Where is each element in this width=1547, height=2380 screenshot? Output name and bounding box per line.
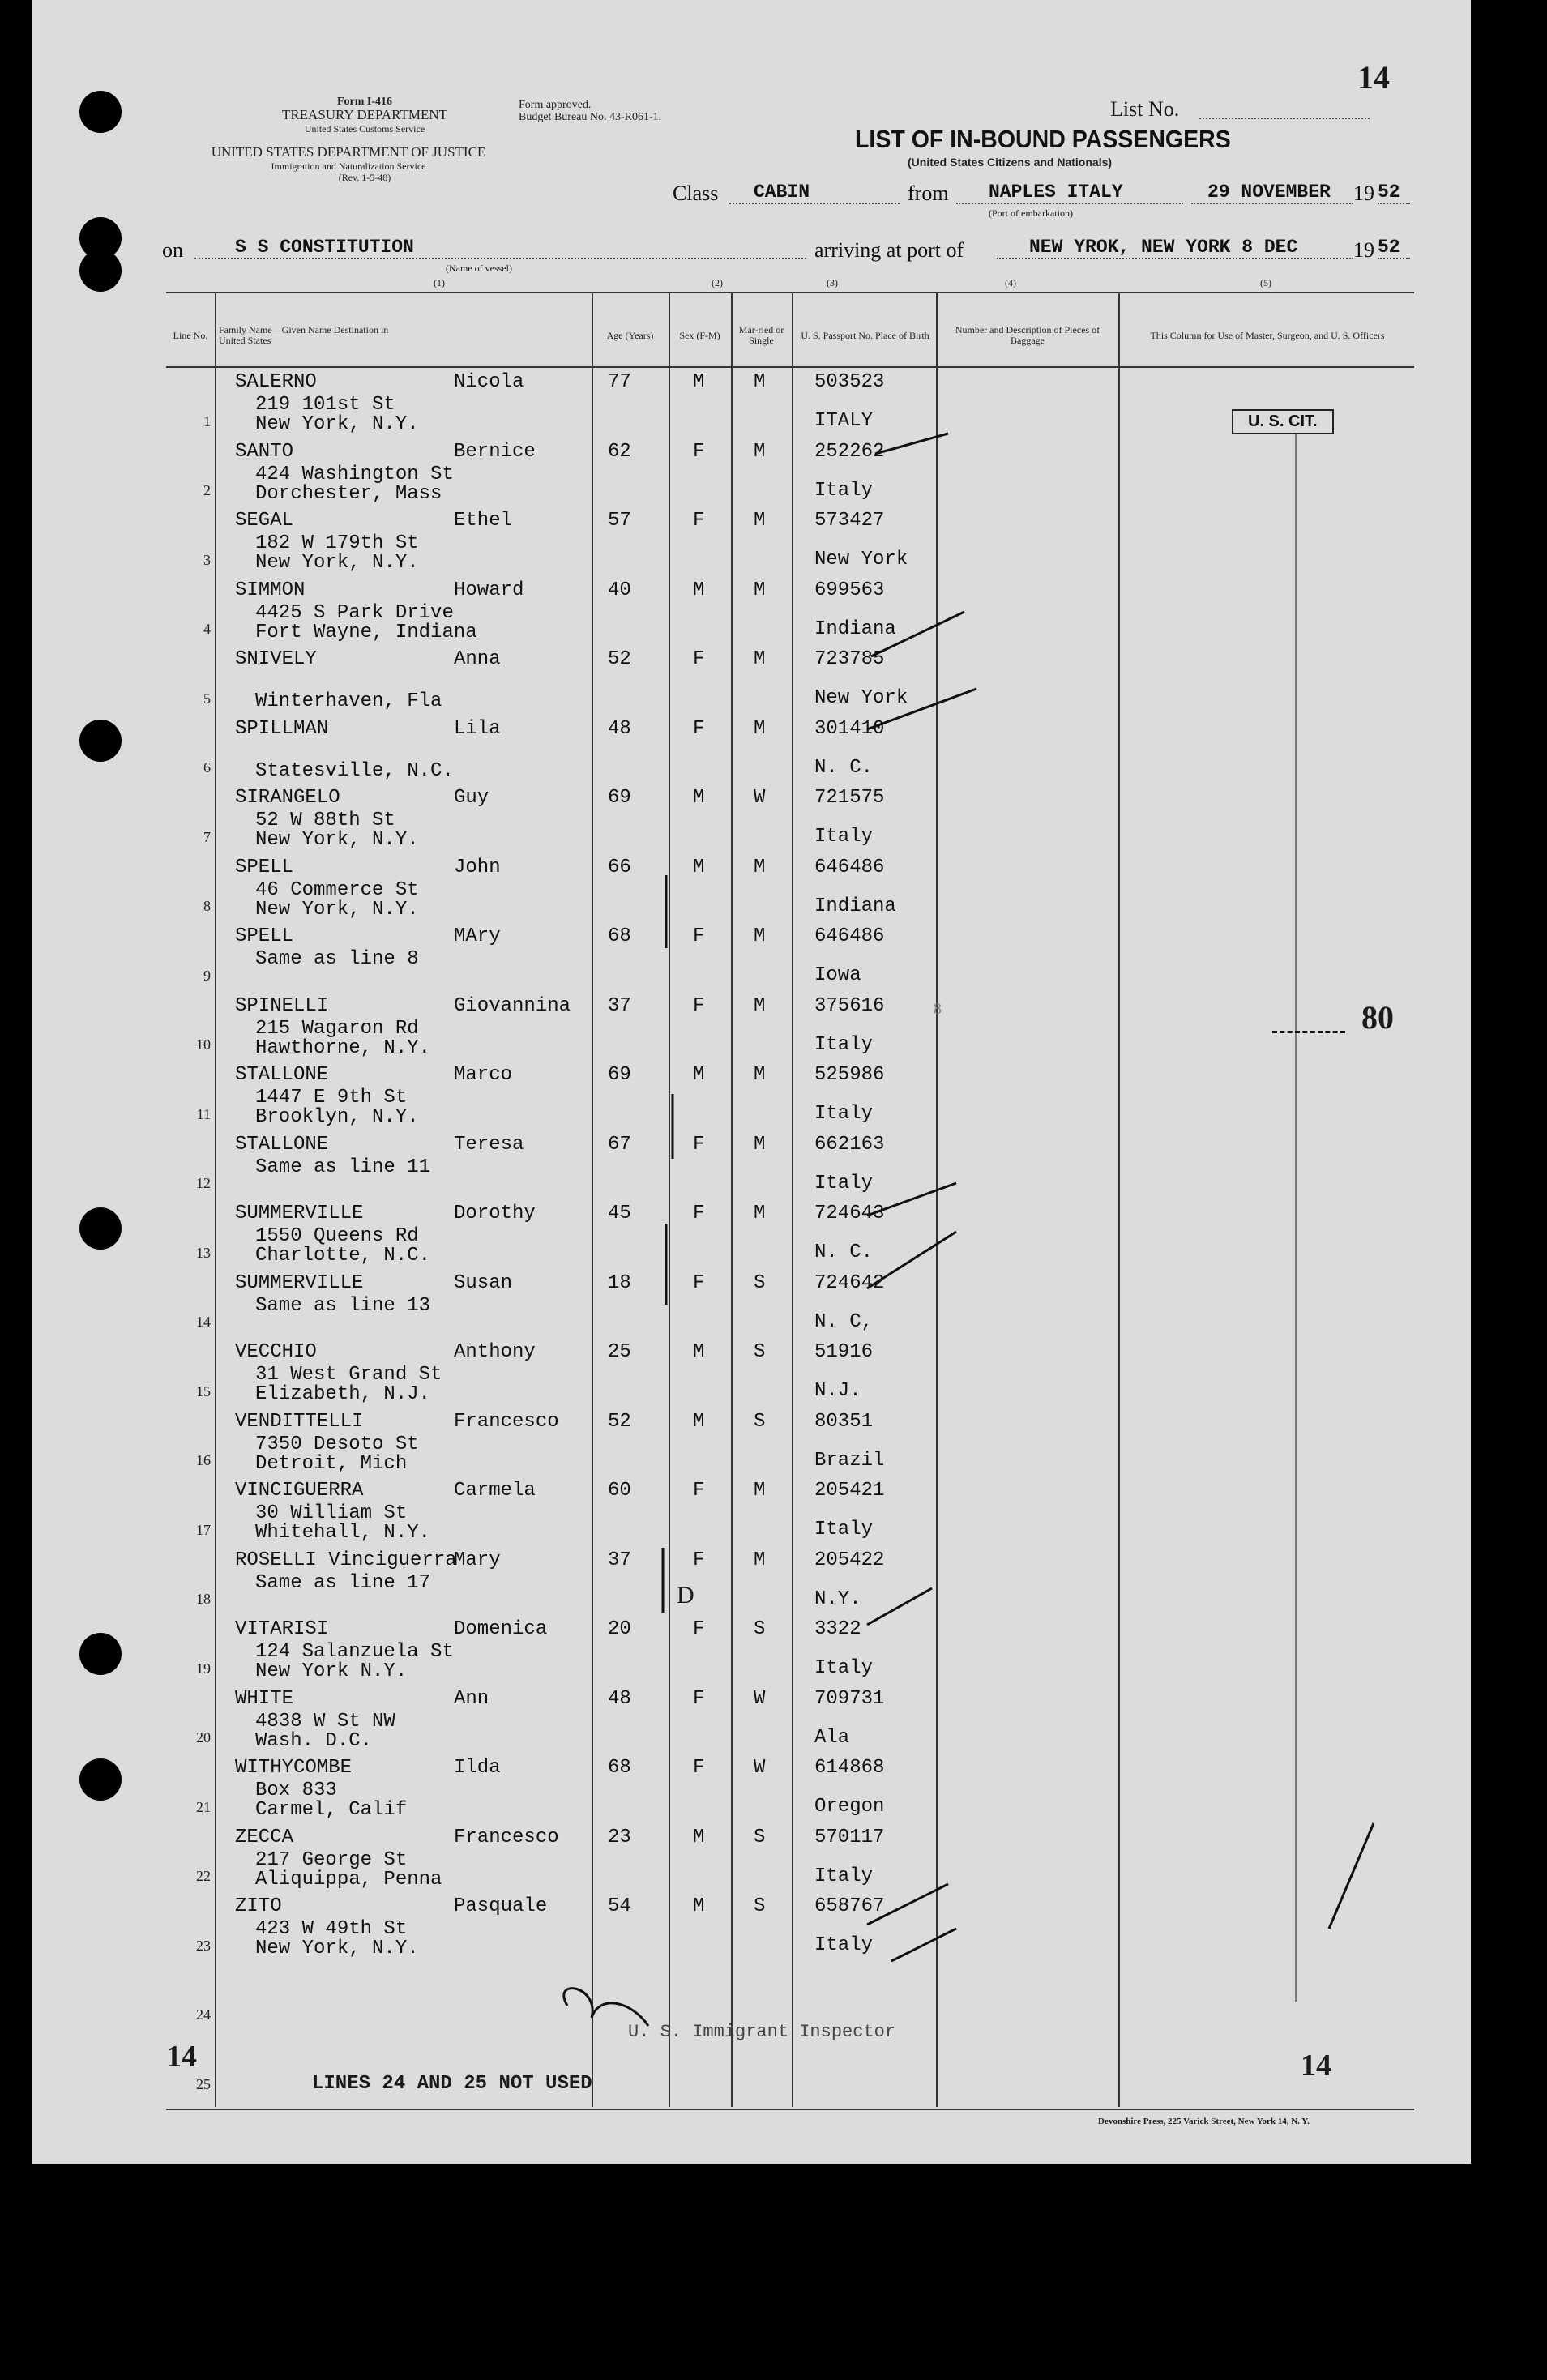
- place-of-birth: N.J.: [814, 1380, 861, 1402]
- marital-status: S: [754, 1895, 766, 1917]
- sex: F: [693, 1271, 705, 1294]
- sex: F: [693, 510, 705, 532]
- address-line-2: Aliquippa, Penna: [255, 1868, 442, 1891]
- line-number: 18: [196, 1591, 211, 1607]
- passport-number: 721575: [814, 787, 885, 809]
- address-line-2: Detroit, Mich: [255, 1452, 408, 1475]
- place-of-birth: N. C,: [814, 1310, 874, 1333]
- col-header-line: Line No.: [173, 329, 208, 341]
- date-year: 52: [1378, 182, 1410, 204]
- col-header-name: Family Name—Given Name Destination in United States: [219, 324, 389, 346]
- address-line-1: 1447 E 9th St: [255, 1087, 408, 1109]
- sex: M: [693, 1895, 705, 1917]
- arriving-label: arriving at port of: [814, 238, 964, 262]
- arrival-year: 52: [1378, 237, 1410, 259]
- date-value: 29 NOVEMBER: [1191, 182, 1353, 204]
- revision: (Rev. 1-5-48): [338, 172, 391, 183]
- address-line-1: 4838 W St NW: [255, 1710, 395, 1733]
- address-line-2: New York, N.Y.: [255, 552, 419, 574]
- passport-number: 252262: [814, 440, 885, 463]
- age: 52: [608, 648, 631, 670]
- col-num-3: (3): [827, 277, 838, 288]
- customs-service: United States Customs Service: [304, 123, 425, 135]
- family-name: VENDITTELLI: [235, 1410, 364, 1433]
- age: 37: [608, 1549, 631, 1571]
- sex: F: [693, 1549, 705, 1571]
- passport-number: 573427: [814, 510, 885, 532]
- sex: F: [693, 717, 705, 740]
- printer-credit: Devonshire Press, 225 Varick Street, New York 14, N. Y.: [1098, 2117, 1310, 2126]
- form-approved: Form approved.: [519, 99, 592, 111]
- place-of-birth: Brazil: [814, 1449, 885, 1472]
- line-number: 11: [196, 1105, 211, 1122]
- marital-status: M: [754, 1480, 766, 1502]
- marital-status: M: [754, 648, 766, 670]
- pencil-mark-d: D: [677, 1582, 694, 1609]
- age: 48: [608, 717, 631, 740]
- age: 66: [608, 856, 631, 878]
- lines-not-used: LINES 24 AND 25 NOT USED: [312, 2073, 592, 2095]
- marital-status: M: [754, 371, 766, 393]
- marital-status: S: [754, 1826, 766, 1848]
- place-of-birth: Iowa: [814, 964, 861, 986]
- line-number: 21: [196, 1798, 211, 1815]
- sex: M: [693, 1826, 705, 1848]
- passport-number: 646486: [814, 925, 885, 947]
- line-number: 19: [196, 1660, 211, 1677]
- marital-status: S: [754, 1410, 766, 1433]
- line-number: 13: [196, 1244, 211, 1261]
- address-line-1: 30 William St: [255, 1502, 408, 1524]
- line-number: 5: [203, 690, 211, 707]
- given-name: John: [454, 856, 501, 878]
- passport-number: 699563: [814, 579, 885, 601]
- given-name: Susan: [454, 1271, 513, 1294]
- passport-number: 662163: [814, 1133, 885, 1156]
- age: 45: [608, 1203, 631, 1224]
- col-header-passport: U. S. Passport No. Place of Birth: [801, 329, 929, 341]
- age: 68: [608, 1757, 631, 1779]
- address-line-2: Hawthorne, N.Y.: [255, 1036, 431, 1059]
- list-no-label: List No.: [1110, 97, 1180, 121]
- sex: F: [693, 925, 705, 947]
- given-name: Ann: [454, 1687, 489, 1710]
- pencil-mark-8: 8: [934, 1000, 942, 1018]
- age: 69: [608, 1064, 631, 1086]
- marital-status: M: [754, 717, 766, 740]
- address-line-2: New York, N.Y.: [255, 413, 419, 435]
- given-name: Anthony: [454, 1341, 536, 1363]
- line-number: 16: [196, 1452, 211, 1468]
- place-of-birth: N. C.: [814, 756, 874, 779]
- port-caption: (Port of embarkation): [989, 207, 1073, 219]
- family-name: VINCIGUERRA: [235, 1480, 364, 1502]
- place-of-birth: Italy: [814, 826, 874, 848]
- ins-service: Immigration and Naturalization Service: [271, 160, 426, 172]
- address-line-2: Fort Wayne, Indiana: [255, 621, 477, 643]
- list-no-value: 14: [1357, 59, 1390, 96]
- line-number: 25: [196, 2075, 211, 2092]
- given-name: Howard: [454, 579, 524, 601]
- family-name: SPELL: [235, 925, 294, 947]
- address-line-1: 182 W 179th St: [255, 532, 419, 554]
- sex: M: [693, 1064, 705, 1086]
- sex: F: [693, 1687, 705, 1710]
- address-line-1: 219 101st St: [255, 394, 395, 416]
- address-line-2: Charlotte, N.C.: [255, 1245, 431, 1267]
- col-header-officers: This Column for Use of Master, Surgeon, and U. S. Officers: [1150, 329, 1385, 341]
- marital-status: M: [754, 925, 766, 947]
- passport-number: 570117: [814, 1826, 885, 1848]
- age: 54: [608, 1895, 631, 1917]
- sex: F: [693, 1133, 705, 1156]
- address-line-1: 46 Commerce St: [255, 878, 419, 901]
- family-name: SUMMERVILLE: [235, 1203, 364, 1224]
- from-label: from: [908, 182, 949, 205]
- age: 37: [608, 994, 631, 1017]
- address-line-1: 424 Washington St: [255, 463, 454, 485]
- address-line-2: Brooklyn, N.Y.: [255, 1106, 419, 1128]
- line-number: 7: [203, 828, 211, 845]
- line-number: 12: [196, 1175, 211, 1191]
- place-of-birth: Oregon: [814, 1796, 885, 1818]
- place-of-birth: Indiana: [814, 617, 896, 640]
- place-of-birth: New York: [814, 687, 908, 709]
- address-line-1: 52 W 88th St: [255, 810, 395, 831]
- marital-status: W: [754, 1687, 766, 1710]
- marital-status: S: [754, 1271, 766, 1294]
- place-of-birth: N. C.: [814, 1241, 874, 1263]
- sex: F: [693, 440, 705, 463]
- passport-number: 80351: [814, 1410, 874, 1433]
- line-number: 17: [196, 1521, 211, 1538]
- sex: F: [693, 994, 705, 1017]
- passport-number: 205421: [814, 1480, 885, 1502]
- line-number: 14: [196, 1314, 211, 1330]
- age: 77: [608, 371, 631, 393]
- age: 52: [608, 1410, 631, 1433]
- form-id: Form I-416: [336, 96, 393, 108]
- marital-status: M: [754, 1549, 766, 1571]
- line-number: 10: [196, 1036, 211, 1053]
- given-name: Francesco: [454, 1410, 559, 1433]
- address-line-1: Same as line 17: [255, 1571, 431, 1594]
- count-80: 80: [1361, 999, 1394, 1036]
- marital-status: M: [754, 1133, 766, 1156]
- class-label: Class: [673, 182, 719, 205]
- marital-status: M: [754, 1064, 766, 1086]
- place-of-birth: Italy: [814, 1172, 874, 1194]
- place-of-birth: Ala: [814, 1726, 850, 1749]
- sex: M: [693, 371, 705, 393]
- given-name: MAry: [454, 925, 501, 947]
- address-line-1: Same as line 11: [255, 1156, 431, 1178]
- sex: M: [693, 787, 705, 809]
- family-name: SPILLMAN: [235, 717, 329, 740]
- place-of-birth: Italy: [814, 1033, 874, 1056]
- age: 57: [608, 510, 631, 532]
- address-line-2: Wash. D.C.: [255, 1729, 373, 1752]
- given-name: Ilda: [454, 1757, 501, 1779]
- age: 18: [608, 1271, 631, 1294]
- line-number: 15: [196, 1382, 211, 1399]
- address-line-1: 217 George St: [255, 1848, 408, 1871]
- line-number: 23: [196, 1937, 211, 1954]
- address-line-1: 124 Salanzuela St: [255, 1641, 454, 1663]
- address-line-2: New York, N.Y.: [255, 898, 419, 921]
- given-name: Pasquale: [454, 1895, 548, 1917]
- passport-number: 724642: [814, 1271, 885, 1294]
- line-number: 24: [196, 2006, 211, 2023]
- col-num-2: (2): [712, 277, 723, 288]
- line-number: 22: [196, 1868, 211, 1884]
- given-name: Lila: [454, 717, 501, 740]
- passport-number: 724643: [814, 1203, 885, 1224]
- address-line-1: 423 W 49th St: [255, 1918, 408, 1940]
- marital-status: M: [754, 856, 766, 878]
- given-name: Domenica: [454, 1618, 548, 1640]
- address-line-2: New York, N.Y.: [255, 1938, 419, 1959]
- address-line-1: 31 West Grand St: [255, 1364, 442, 1386]
- vessel-caption: (Name of vessel): [446, 263, 512, 274]
- address-line-2: New York, N.Y.: [255, 829, 419, 851]
- place-of-birth: Italy: [814, 1519, 874, 1540]
- family-name: SANTO: [235, 440, 294, 463]
- marital-status: M: [754, 440, 766, 463]
- family-name: SALERNO: [235, 371, 317, 393]
- passport-number: 723785: [814, 648, 885, 670]
- vessel-value: S S CONSTITUTION: [194, 237, 806, 259]
- family-name: SIRANGELO: [235, 787, 340, 809]
- passport-number: 205422: [814, 1549, 885, 1571]
- given-name: Nicola: [454, 371, 524, 393]
- inspector-signature-line: U. S. Immigrant Inspector: [628, 2022, 896, 2042]
- place-of-birth: N.Y.: [814, 1587, 861, 1610]
- address-line-2: Statesville, N.C.: [255, 759, 454, 782]
- given-name: Guy: [454, 787, 489, 809]
- marital-status: W: [754, 787, 766, 809]
- list-subtitle: (United States Citizens and Nationals): [908, 156, 1113, 169]
- address-line-2: Winterhaven, Fla: [255, 690, 442, 712]
- on-label: on: [162, 238, 183, 262]
- col-header-married: Mar-ried or Single: [738, 324, 784, 346]
- address-line-2: Whitehall, N.Y.: [255, 1522, 431, 1544]
- address-line-1: 215 Wagaron Rd: [255, 1017, 419, 1040]
- line-number: 3: [203, 551, 211, 568]
- age: 48: [608, 1687, 631, 1710]
- line-number: 1: [203, 412, 211, 429]
- col-num-4: (4): [1005, 277, 1016, 288]
- address-line-2: Elizabeth, N.J.: [255, 1383, 431, 1405]
- place-of-birth: Indiana: [814, 895, 896, 917]
- marital-status: M: [754, 510, 766, 532]
- place-of-birth: Italy: [814, 479, 874, 502]
- family-name: SEGAL: [235, 510, 294, 532]
- marital-status: S: [754, 1618, 766, 1640]
- age: 68: [608, 925, 631, 947]
- given-name: Anna: [454, 648, 501, 670]
- address-line-1: 4425 S Park Drive: [255, 601, 454, 624]
- family-name: SPELL: [235, 856, 294, 878]
- address-line-1: Box 833: [255, 1780, 337, 1801]
- page-number-right: 14: [1301, 2049, 1331, 2083]
- tick-marks: [32, 0, 1471, 2164]
- address-line-1: Same as line 13: [255, 1294, 431, 1317]
- family-name: WITHYCOMBE: [235, 1757, 353, 1779]
- age: 67: [608, 1133, 631, 1156]
- sex: F: [693, 1203, 705, 1224]
- family-name: VECCHIO: [235, 1341, 317, 1363]
- marital-status: M: [754, 579, 766, 601]
- line-number: 9: [203, 967, 211, 984]
- us-citizen-stamp: U. S. CIT.: [1232, 409, 1334, 434]
- marital-status: M: [754, 1203, 766, 1224]
- arrival-value: NEW YROK, NEW YORK 8 DEC: [997, 237, 1353, 259]
- marital-status: W: [754, 1757, 766, 1779]
- family-name: SUMMERVILLE: [235, 1271, 364, 1294]
- place-of-birth: Italy: [814, 1657, 874, 1679]
- family-name: STALLONE: [235, 1064, 329, 1086]
- given-name: Ethel: [454, 510, 513, 532]
- given-name: Giovannina: [454, 994, 571, 1017]
- age: 69: [608, 787, 631, 809]
- place-of-birth: Italy: [814, 1934, 874, 1956]
- col-num-1: (1): [434, 277, 445, 288]
- passport-number: 709731: [814, 1687, 885, 1710]
- treasury-dept: TREASURY DEPARTMENT: [281, 107, 448, 122]
- family-name: STALLONE: [235, 1133, 329, 1156]
- sex: F: [693, 1480, 705, 1502]
- age: 25: [608, 1341, 631, 1363]
- place-of-birth: ITALY: [814, 410, 874, 432]
- sex: F: [693, 648, 705, 670]
- marital-status: M: [754, 994, 766, 1017]
- address-line-2: Carmel, Calif: [255, 1799, 408, 1821]
- given-name: Mary: [454, 1549, 501, 1571]
- line-number: 6: [203, 759, 211, 776]
- given-name: Dorothy: [454, 1203, 536, 1224]
- age: 62: [608, 440, 631, 463]
- list-title: LIST OF IN-BOUND PASSENGERS: [855, 125, 1231, 153]
- place-of-birth: Italy: [814, 1865, 874, 1887]
- sex: M: [693, 1341, 705, 1363]
- budget-bureau: Budget Bureau No. 43-R061-1.: [519, 111, 662, 123]
- place-of-birth: New York: [814, 549, 908, 570]
- col-num-5: (5): [1260, 277, 1271, 288]
- family-name: ZECCA: [235, 1826, 294, 1848]
- line-number: 2: [203, 482, 211, 498]
- address-line-1: 1550 Queens Rd: [255, 1225, 419, 1247]
- page-number-left: 14: [166, 2040, 197, 2074]
- line-number: 20: [196, 1729, 211, 1745]
- class-value: CABIN: [729, 182, 900, 204]
- from-value: NAPLES ITALY: [956, 182, 1183, 204]
- date-year-prefix: 19: [1353, 182, 1374, 205]
- sex: M: [693, 579, 705, 601]
- given-name: Francesco: [454, 1826, 559, 1848]
- family-name: WHITE: [235, 1687, 294, 1710]
- passport-number: 525986: [814, 1064, 885, 1086]
- passport-number: 375616: [814, 994, 885, 1017]
- passport-number: 301410: [814, 717, 885, 740]
- family-name: ZITO: [235, 1895, 282, 1917]
- sex: F: [693, 1618, 705, 1640]
- family-name: VITARISI: [235, 1618, 329, 1640]
- family-name: SNIVELY: [235, 648, 317, 670]
- family-name: SIMMON: [235, 579, 306, 601]
- col-header-sex: Sex (F-M): [679, 329, 720, 341]
- address-line-2: New York N.Y.: [255, 1660, 408, 1682]
- sex: M: [693, 856, 705, 878]
- family-name: SPINELLI: [235, 994, 329, 1017]
- sex: F: [693, 1757, 705, 1779]
- marital-status: S: [754, 1341, 766, 1363]
- arrival-year-prefix: 19: [1353, 238, 1374, 262]
- justice-dept: UNITED STATES DEPARTMENT OF JUSTICE: [211, 144, 486, 160]
- given-name: Carmela: [454, 1480, 536, 1502]
- passport-number: 51916: [814, 1341, 874, 1363]
- line-number: 4: [203, 621, 211, 637]
- passport-number: 3322: [814, 1618, 861, 1640]
- given-name: Teresa: [454, 1133, 524, 1156]
- col-header-baggage: Number and Description of Pieces of Baggage: [955, 324, 1100, 346]
- passport-number: 646486: [814, 856, 885, 878]
- family-name: ROSELLI Vinciguerra: [235, 1549, 457, 1571]
- given-name: Bernice: [454, 440, 536, 463]
- age: 60: [608, 1480, 631, 1502]
- passport-number: 614868: [814, 1757, 885, 1779]
- age: 23: [608, 1826, 631, 1848]
- col-header-age: Age (Years): [606, 329, 654, 341]
- place-of-birth: Italy: [814, 1103, 874, 1125]
- passenger-list-document: [32, 0, 1471, 2164]
- line-number: 8: [203, 898, 211, 914]
- passport-number: 503523: [814, 371, 885, 393]
- age: 20: [608, 1618, 631, 1640]
- age: 40: [608, 579, 631, 601]
- address-line-2: Dorchester, Mass: [255, 482, 442, 505]
- address-line-1: 7350 Desoto St: [255, 1433, 419, 1455]
- passport-number: 658767: [814, 1895, 885, 1917]
- sex: M: [693, 1410, 705, 1433]
- address-line-1: Same as line 8: [255, 948, 419, 970]
- given-name: Marco: [454, 1064, 513, 1086]
